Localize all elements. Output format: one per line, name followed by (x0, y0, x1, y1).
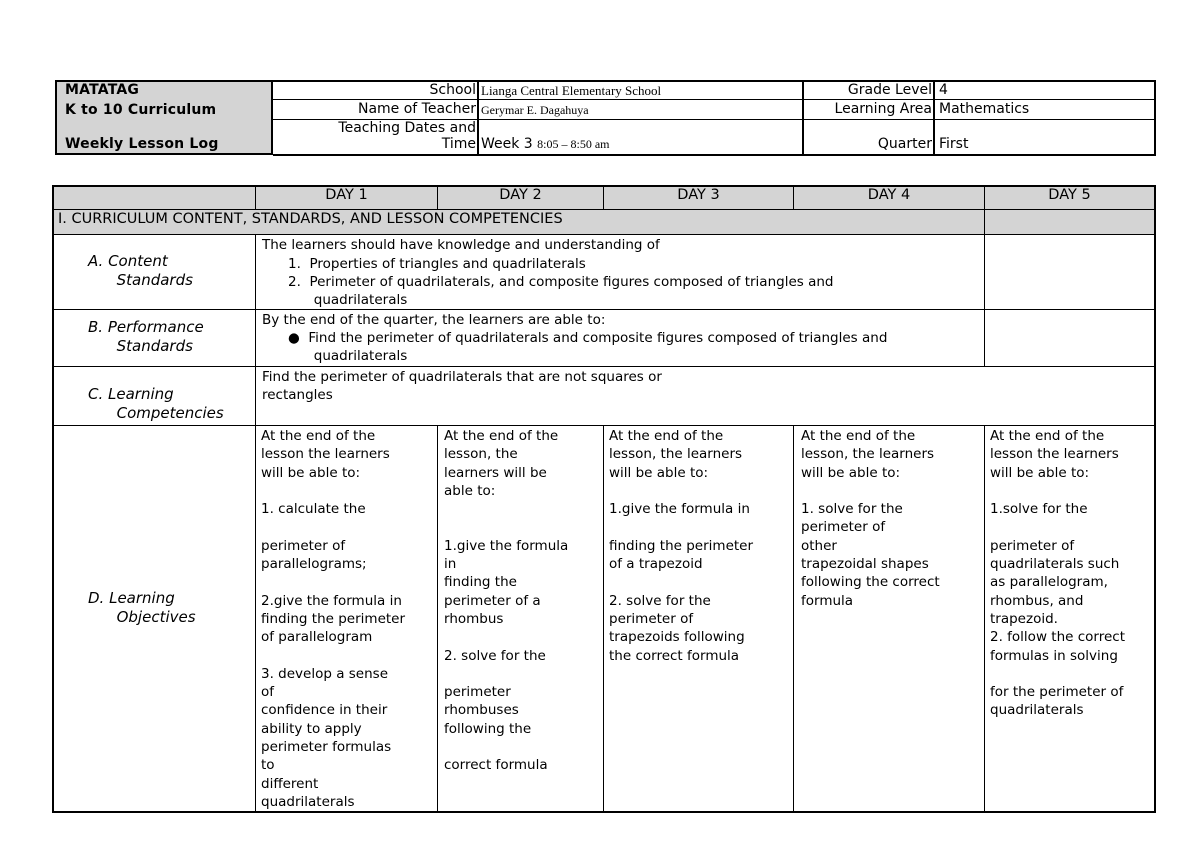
performance-standards-bullet: ● Find the perimeter of quadrilaterals and composite figures composed of triangles and quadrilaterals (288, 330, 888, 365)
dates-value (481, 136, 610, 152)
objectives-day-2: At the end of the lesson, the learners will be able to: 1.give the formula in finding the perimeter of a rhombus 2. solve for the perimeter rhombuses following the correct formula (444, 428, 569, 774)
learning-objectives-label: D. Learning Objectives (88, 589, 196, 626)
teacher-label: Name of Teacher (357, 101, 476, 117)
area-label: Learning Area (834, 101, 932, 117)
section-title: I. CURRICULUM CONTENT, STANDARDS, AND LESSON COMPETENCIES (58, 211, 563, 227)
curriculum-brand-box (55, 80, 273, 155)
grade-label: Grade Level (847, 82, 932, 98)
quarter-label: Quarter (877, 136, 932, 152)
day-3-header: DAY 3 (677, 187, 720, 203)
day-5-header: DAY 5 (1048, 187, 1091, 203)
quarter-value: First (939, 136, 969, 152)
brand-curriculum: K to 10 Curriculum (65, 102, 217, 118)
teacher-value: Gerymar E. Dagahuya (481, 103, 589, 117)
area-value: Mathematics (939, 101, 1030, 117)
performance-standards-label: B. Performance Standards (88, 318, 204, 355)
objectives-day-1: At the end of the lesson the learners will be able to: 1. calculate the perimeter of parallelograms; 2.give the formula in finding the perimeter of parallelogram 3. develop a sense of confidence in their ability to apply perimeter formulas to different quadrilaterals (261, 428, 406, 810)
day-4-header: DAY 4 (867, 187, 911, 203)
dates-label-line1: Teaching Dates and (338, 120, 476, 136)
school-value: Lianga Central Elementary School (481, 83, 662, 98)
day-1-header: DAY 1 (325, 187, 368, 203)
dates-week: Week 3 (481, 136, 538, 152)
brand-matatag: MATATAG (65, 82, 140, 98)
performance-standards-intro: By the end of the quarter, the learners are able to: (262, 312, 606, 328)
content-standards-intro: The learners should have knowledge and understanding of (262, 237, 660, 253)
learning-competencies-text: Find the perimeter of quadrilaterals that are not squares or rectangles (262, 369, 662, 404)
day-2-header: DAY 2 (499, 187, 542, 203)
school-label: School (429, 82, 476, 98)
grade-value: 4 (939, 82, 948, 98)
objectives-day-3: At the end of the lesson, the learners will be able to: 1.give the formula in finding the perimeter of a trapezoid 2. solve for the perimeter of trapezoids following the correct formula (609, 428, 754, 664)
dates-time: 8:05 – 8:50 am (537, 137, 610, 151)
brand-lesson-log: Weekly Lesson Log (65, 136, 219, 152)
objectives-day-4: At the end of the lesson, the learners will be able to: 1. solve for the perimeter of other trapezoidal shapes following the correct formula (801, 428, 940, 609)
content-standards-item-2: 2. Perimeter of quadrilaterals, and composite figures composed of triangles and quadrilaterals (288, 274, 834, 309)
learning-competencies-label: C. Learning Competencies (88, 385, 224, 422)
content-standards-item-1: 1. Properties of triangles and quadrilaterals (288, 256, 586, 272)
content-standards-label: A. Content Standards (88, 252, 193, 289)
objectives-day-5: At the end of the lesson the learners will be able to: 1.solve for the perimeter of quadrilaterals such as parallelogram, rhombus, and trapezoid. 2. follow the correct formulas in solving for the perimeter of quadrilaterals (990, 428, 1125, 719)
dates-label-line2: Time (441, 136, 476, 152)
